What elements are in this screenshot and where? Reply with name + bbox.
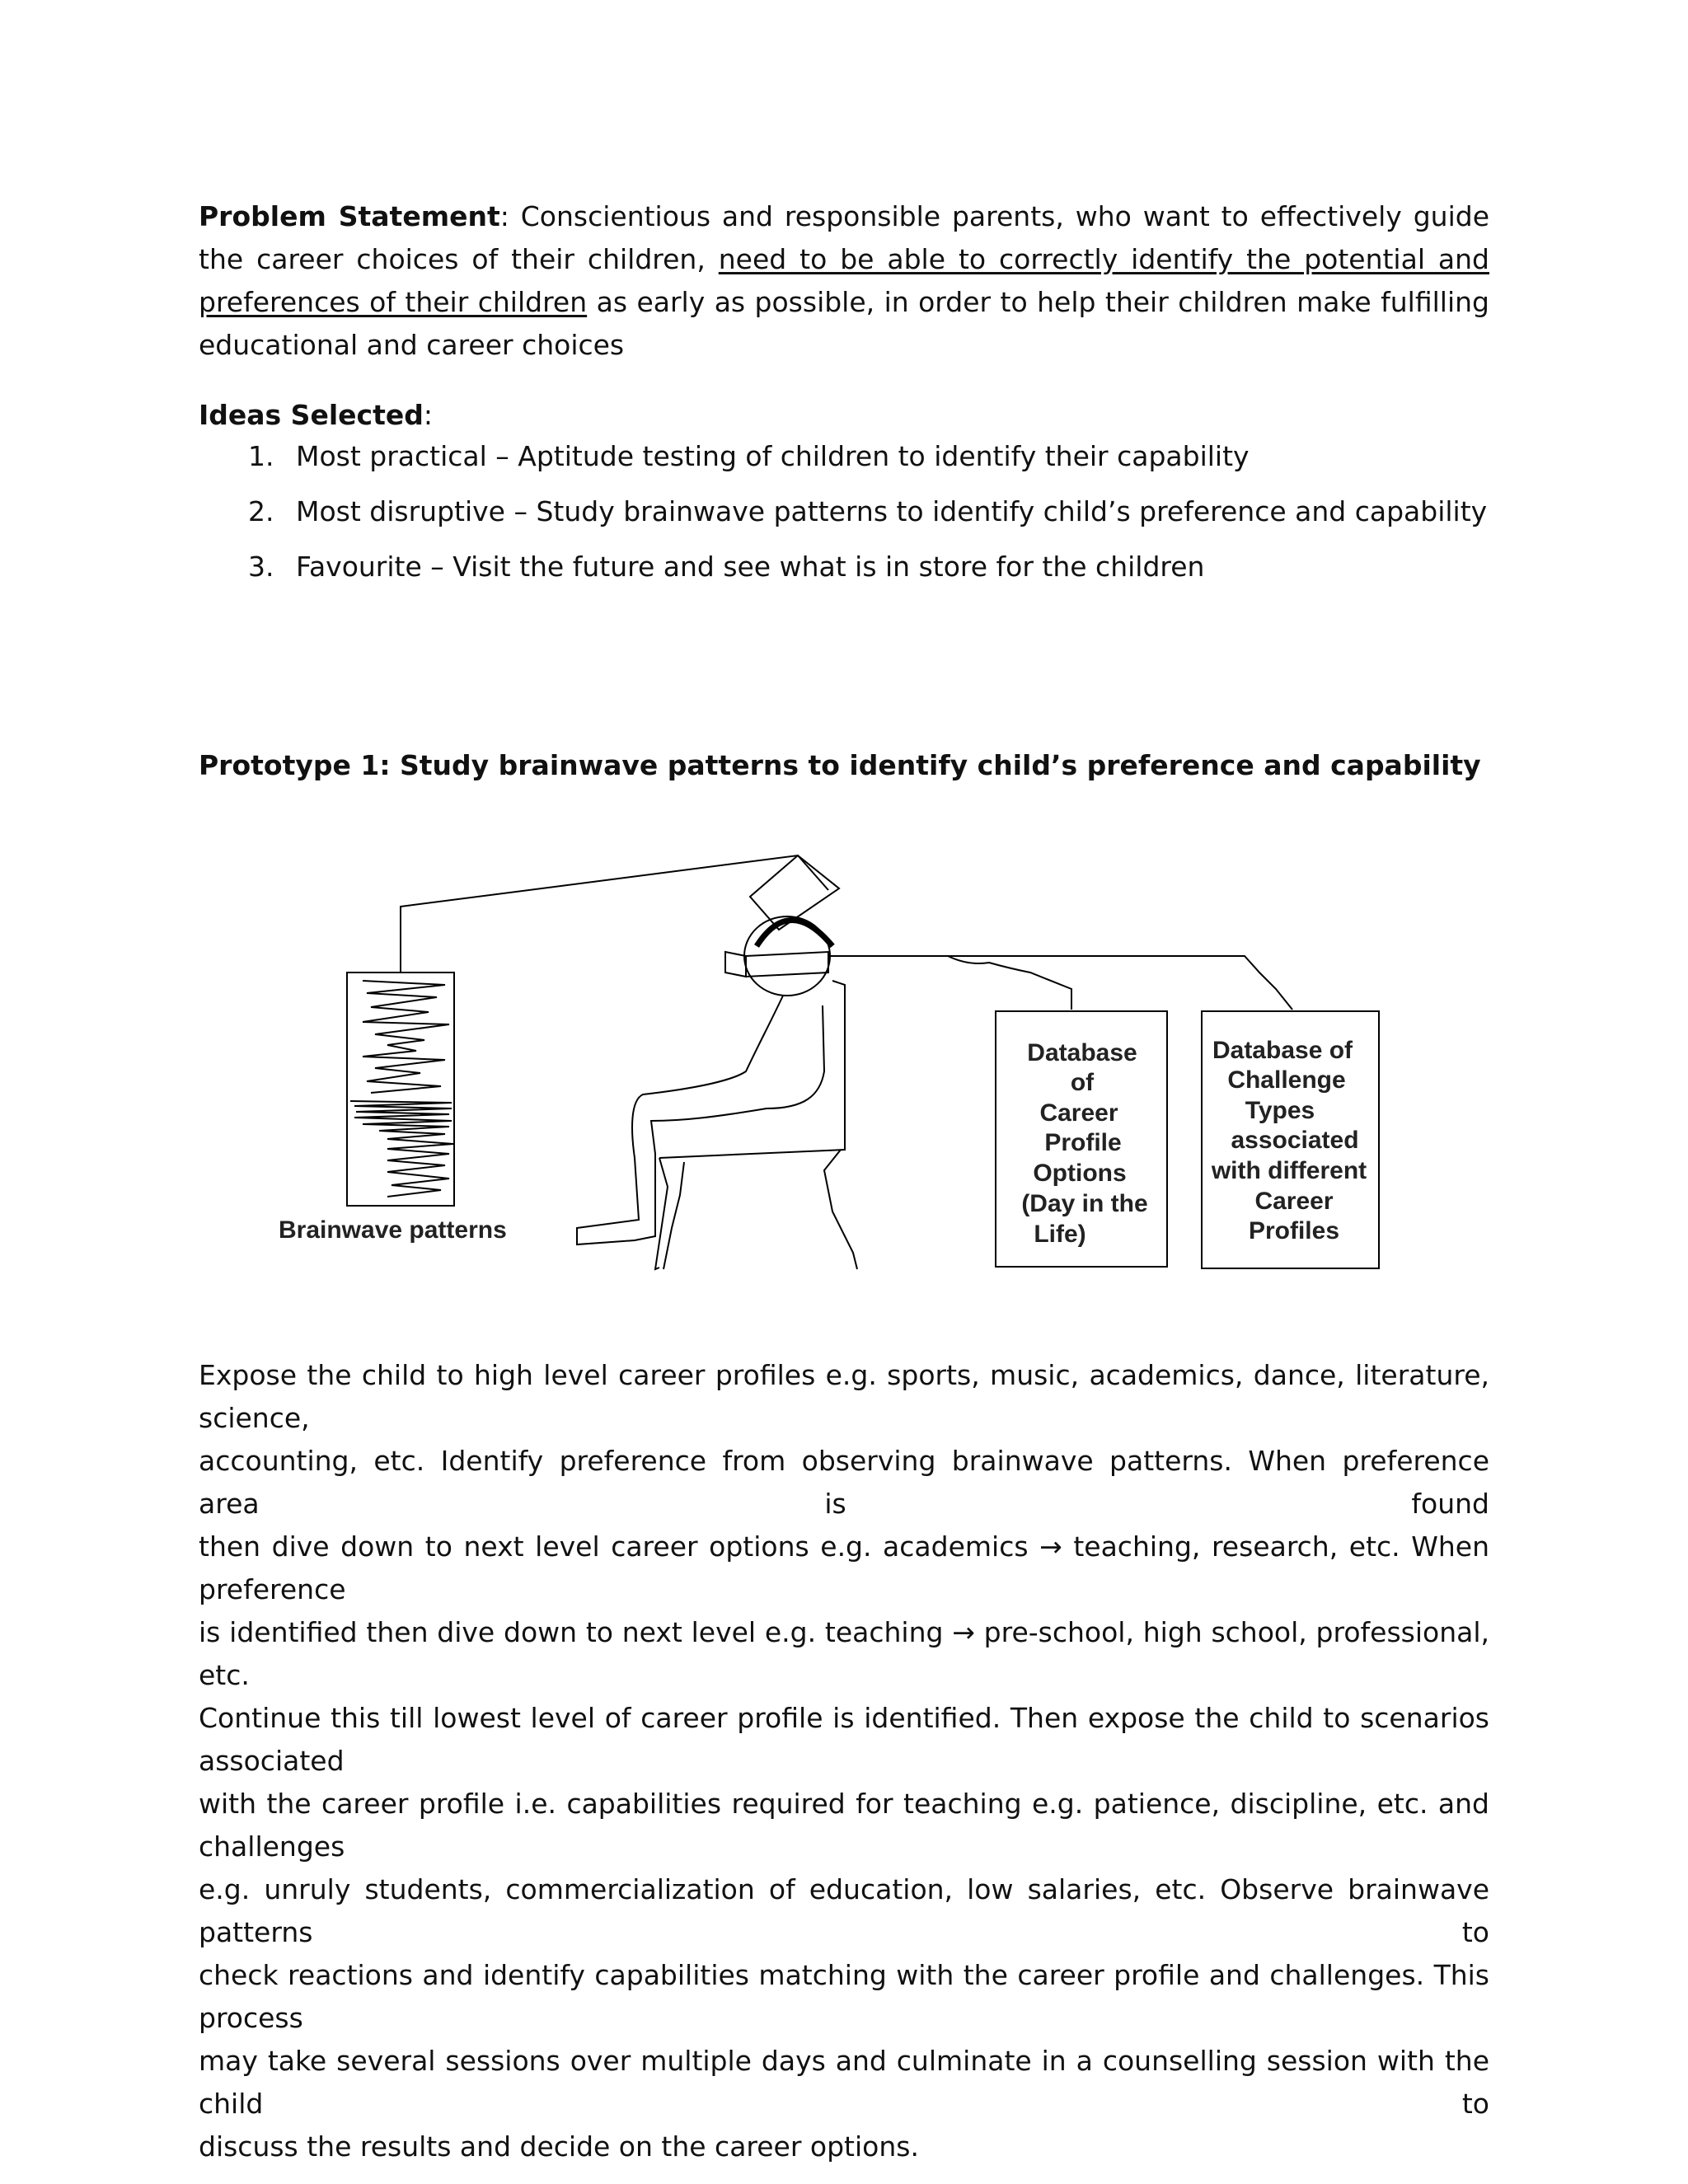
problem-statement-label: Problem Statement <box>199 200 500 232</box>
idea-text: Most disruptive – Study brainwave patterns to identify child’s preference and capability <box>296 495 1488 527</box>
db2-line: Profiles <box>1248 1217 1340 1244</box>
chair-back-leg <box>824 1150 857 1269</box>
description-line: check reactions and identify capabilities matching with the career profile and challenges. This process <box>199 1959 1489 2034</box>
ideas-title: Ideas Selected <box>199 399 424 431</box>
problem-statement-sep: : <box>499 200 521 232</box>
db1-line: Options <box>1033 1160 1127 1187</box>
db-challenge-types-text <box>1211 1037 1367 1244</box>
db2-line: with different <box>1211 1157 1367 1184</box>
headband <box>757 921 832 947</box>
description-line: e.g. unruly students, commercialization of education, low salaries, etc. Observe brainwave patterns to <box>199 1873 1489 1948</box>
idea-text: Most practical – Aptitude testing of children to identify their capability <box>296 440 1250 472</box>
db-career-profile-text <box>1021 1039 1147 1248</box>
brainwave-trace-lower <box>350 1101 453 1197</box>
prototype-title: Prototype 1: Study brainwave patterns to identify child’s preference and capability <box>199 749 1481 781</box>
db1-line: Life) <box>1034 1221 1086 1248</box>
description-line: Continue this till lowest level of career profile is identified. Then expose the child to scenarios associated <box>199 1702 1489 1777</box>
problem-statement-rest: as early as possible, in order to help their children make fulfilling educational and career choices <box>199 286 1489 361</box>
db2-line: Types <box>1245 1097 1315 1124</box>
description-line: discuss the results and decide on the career options. <box>199 2130 919 2163</box>
description-line: accounting, etc. Identify preference from observing brainwave patterns. When preference area is found <box>199 1445 1489 1520</box>
db2-line: associated <box>1231 1127 1359 1154</box>
db1-line: Career <box>1039 1099 1118 1127</box>
ideas-title-colon: : <box>423 399 433 431</box>
description-line: Expose the child to high level career profiles e.g. sports, music, academics, dance, literature, science, <box>199 1359 1489 1434</box>
child-body <box>577 996 824 1244</box>
description-line: is identified then dive down to next level e.g. teaching → pre-school, high school, professional, etc. <box>199 1616 1489 1691</box>
chair-mid-leg <box>663 1162 684 1269</box>
description-line: with the career profile i.e. capabilities required for teaching e.g. patience, discipline, etc. and challenges <box>199 1788 1489 1863</box>
db2-line: Challenge <box>1227 1066 1346 1094</box>
description-line: may take several sessions over multiple days and culminate in a counselling session with the child to <box>199 2045 1489 2120</box>
problem-statement-underlined: need to be able to correctly identify the potential and preferences of their children <box>199 243 1489 318</box>
db1-line: Profile <box>1044 1129 1122 1156</box>
chair-seat-front-leg <box>655 1158 668 1269</box>
database-wire <box>828 956 1292 1010</box>
brainwave-trace-upper <box>363 981 449 1093</box>
chair-back <box>659 981 845 1158</box>
idea-text: Favourite – Visit the future and see what is in store for the children <box>296 551 1205 583</box>
db1-line: Database <box>1027 1039 1137 1066</box>
description-line: then dive down to next level career options e.g. academics → teaching, research, etc. When preference <box>199 1530 1489 1605</box>
db1-line: (Day in the <box>1021 1190 1148 1217</box>
vr-goggles <box>746 952 828 977</box>
db2-line: Database of <box>1212 1037 1353 1064</box>
prototype-description <box>199 1354 1489 2168</box>
idea-number: 3. <box>248 551 274 583</box>
db1-connector <box>948 956 1071 1010</box>
db2-line: Career <box>1254 1188 1334 1215</box>
db1-line: of <box>1070 1069 1095 1096</box>
idea-number: 1. <box>248 440 274 472</box>
problem-statement-intro: Conscientious and responsible parents, who want to effectively guide the career choices of their children, <box>199 200 1489 275</box>
brainwave-label: Brainwave patterns <box>279 1216 507 1244</box>
vr-eyepiece <box>725 952 746 977</box>
idea-number: 2. <box>248 495 274 527</box>
